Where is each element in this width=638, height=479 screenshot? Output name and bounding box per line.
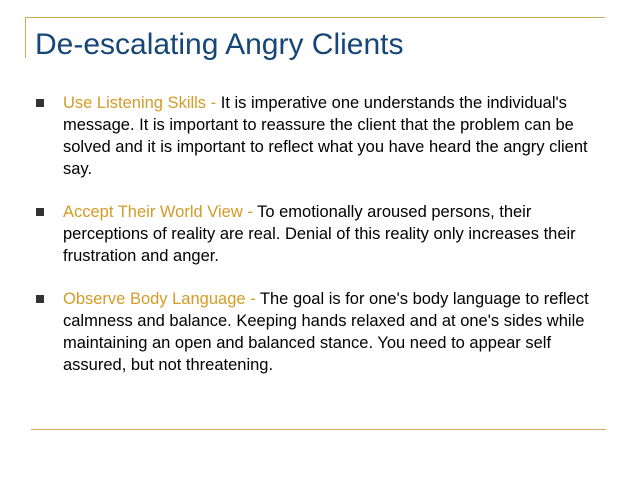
bullet-lead: Observe Body Language - <box>63 290 260 308</box>
bullet-item-listening-skills <box>36 92 596 180</box>
bullet-lead: Use Listening Skills - <box>63 94 221 112</box>
title-left-accent-line <box>25 17 26 58</box>
bottom-divider <box>31 429 606 430</box>
square-bullet-icon <box>36 208 44 216</box>
bullet-item-world-view <box>36 201 596 267</box>
bullet-lead: Accept Their World View - <box>63 203 258 221</box>
square-bullet-icon <box>36 99 44 107</box>
bullet-text: To emotionally aroused persons, their perceptions of reality are real. Denial of this reality only increases their frustration and anger. <box>63 203 576 265</box>
square-bullet-icon <box>36 295 44 303</box>
bullet-text: It is imperative one understands the individual's message. It is important to reassure the client that the problem can be solved and it is important to reflect what you have heard the angry client say. <box>63 94 588 178</box>
top-divider <box>25 17 605 18</box>
bullet-text: The goal is for one's body language to reflect calmness and balance. Keeping hands relaxed and at one's sides while maintaining an open and balanced stance. You need to appear self assured, but not threatening. <box>63 290 589 374</box>
slide-title: De-escalating Angry Clients <box>35 28 404 61</box>
bullet-item-body-language <box>36 288 596 376</box>
bullet-list <box>36 92 596 397</box>
